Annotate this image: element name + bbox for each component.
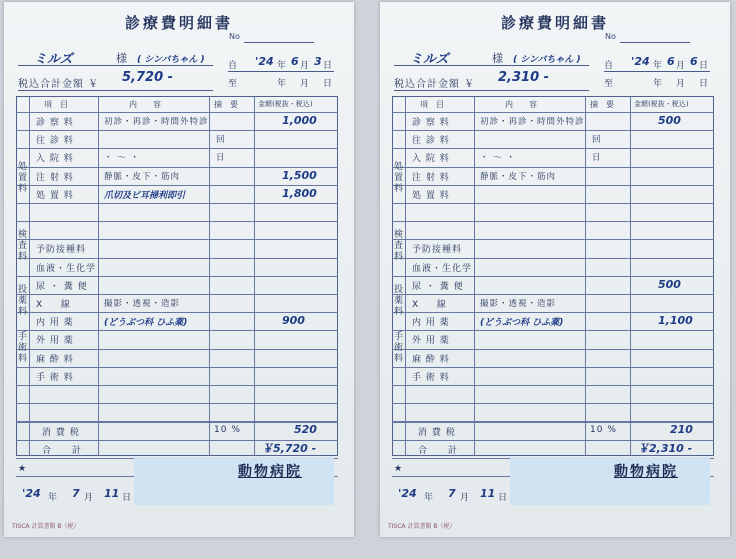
table-row-rule	[392, 349, 714, 350]
issue-year-unit-right: 年	[424, 493, 435, 503]
period-from-day-unit-right: 日	[699, 61, 710, 71]
period-from-label-left: 自	[228, 61, 239, 71]
tax-row-rule-left	[16, 422, 338, 423]
group-label-kensa-right: 検査料	[393, 230, 403, 262]
table-row-rule	[16, 312, 338, 313]
document-title-left: 診療費明細書	[124, 14, 233, 32]
period-to-year-unit-right: 年	[653, 79, 664, 89]
cell-amount: 1,800	[282, 186, 317, 200]
cell-label: 回	[592, 135, 602, 146]
cell-label: 初診・再診・時間外特診	[480, 117, 585, 127]
cell-label: 撮影・透視・造影	[480, 299, 557, 309]
period-from-day-unit-left: 日	[323, 61, 334, 71]
period-to-day-unit-right: 日	[699, 79, 710, 89]
period-to-year-unit-left: 年	[277, 79, 288, 89]
table-row-rule	[16, 130, 338, 131]
col-header-content-left: 内 容	[129, 100, 161, 109]
period-from-month-unit-right: 月	[676, 61, 687, 71]
issue-month-right: 7	[448, 487, 456, 500]
nickname-left: ( シンバちゃん )	[137, 55, 205, 65]
honorific-right: 様	[492, 52, 504, 65]
clinic-stamp-left: 動物病院	[218, 460, 322, 482]
period-from-year-unit-right: 年	[653, 61, 664, 71]
cell-amount: 900	[282, 314, 305, 328]
issue-year-left: '24	[22, 487, 41, 500]
issue-year-right: '24	[398, 487, 417, 500]
no-underline-right	[620, 42, 690, 43]
period-from-day-right: 6	[690, 55, 698, 68]
cell-label: 診 察 料	[412, 118, 450, 128]
cell-label: 処 置 料	[36, 190, 74, 201]
period-from-month-right: 6	[667, 55, 675, 68]
cell-handwritten-content: 爪切及ビ耳掃利即引	[104, 190, 186, 201]
table-row-rule	[392, 258, 714, 259]
period-divider-right	[604, 71, 710, 72]
sum-amount-left: ￥5,720 -	[262, 442, 317, 455]
period-divider-left	[228, 71, 334, 72]
cell-amount: 1,100	[658, 314, 693, 328]
issue-day-right: 11	[480, 487, 496, 500]
table-row-rule	[392, 167, 714, 168]
patient-name-right: ミルズ	[410, 52, 449, 67]
tax-rate-left: 10 %	[214, 425, 241, 435]
group-label-kensa-left: 検査料	[17, 230, 27, 262]
cell-label: 尿 ・ 糞 便	[412, 281, 464, 292]
cell-label: 内 用 薬	[36, 318, 74, 329]
cell-label: 外 用 薬	[412, 336, 450, 347]
col-header-content-right: 内 容	[505, 100, 537, 109]
tax-amount-left: 520	[294, 423, 317, 436]
table-row-rule	[16, 276, 338, 277]
no-label-right: No	[605, 32, 616, 41]
cell-label: 処 置 料	[412, 190, 450, 201]
group-label-shochi-left: 処置料	[17, 162, 27, 194]
patient-name-left: ミルズ	[34, 52, 73, 67]
tax-rate-right: 10 %	[590, 425, 617, 435]
cell-handwritten-content: (どうぶつ科 ひふ薬)	[104, 318, 188, 329]
cell-label: 静脈・皮下・筋肉	[104, 171, 181, 182]
tax-label-left: 消 費 税	[42, 428, 80, 438]
table-row-rule	[16, 239, 338, 240]
period-to-label-right: 至	[604, 79, 615, 89]
table-header-rule-left	[16, 112, 338, 113]
issue-day-unit-left: 日	[122, 493, 133, 503]
period-from-year-unit-left: 年	[277, 61, 288, 71]
col-header-note-right: 摘 要	[590, 100, 614, 109]
cell-label: 内 用 薬	[412, 318, 450, 329]
cell-label: ・ ～ ・	[480, 153, 516, 164]
col-header-item-left: 項 目	[44, 100, 68, 109]
table-row-rule	[392, 385, 714, 386]
document-title-right: 診療費明細書	[500, 14, 609, 32]
table-header-rule-right	[392, 112, 714, 113]
table-row-rule	[16, 167, 338, 168]
issue-year-unit-left: 年	[48, 493, 59, 503]
table-row-rule	[392, 239, 714, 240]
total-underline-left	[18, 90, 213, 91]
cell-label: 予防接種料	[36, 245, 87, 256]
period-to-day-unit-left: 日	[323, 79, 334, 89]
group-label-shujutsu-right: 手術料	[393, 332, 403, 364]
group-label-touyaku-right: 投薬料	[393, 285, 403, 317]
tax-row-rule-right	[392, 422, 714, 423]
issue-month-unit-right: 月	[460, 493, 471, 503]
receipt-left	[4, 2, 354, 537]
table-row-rule	[16, 330, 338, 331]
cell-label: 麻 酔 料	[412, 354, 450, 365]
table-row-rule	[16, 294, 338, 295]
nickname-right: ( シンバちゃん )	[513, 55, 581, 65]
sum-label-right: 合 計	[418, 446, 459, 456]
period-from-year-left: '24	[255, 55, 274, 68]
issue-day-left: 11	[104, 487, 120, 500]
table-row-rule	[392, 312, 714, 313]
period-from-label-right: 自	[604, 61, 615, 71]
table-row-rule	[16, 185, 338, 186]
group-label-shochi-right: 処置料	[393, 162, 403, 194]
cell-handwritten-content: (どうぶつ科 ひふ薬)	[480, 318, 564, 329]
period-to-label-left: 至	[228, 79, 239, 89]
tax-amount-right: 210	[670, 423, 693, 436]
footer-star-left: ★	[18, 464, 27, 474]
footer-star-right: ★	[394, 464, 403, 474]
cell-label: 日	[592, 153, 602, 164]
table-row-rule	[16, 385, 338, 386]
issue-month-unit-left: 月	[84, 493, 95, 503]
table-row-rule	[392, 130, 714, 131]
period-to-month-unit-right: 月	[676, 79, 687, 89]
sum-label-left: 合 計	[42, 446, 83, 456]
table-row-rule	[392, 294, 714, 295]
table-row-rule	[16, 403, 338, 404]
total-label-right: 税込合計金額 ￥	[394, 79, 476, 90]
clinic-stamp-right: 動物病院	[594, 460, 698, 482]
sum-amount-right: ￥2,310 -	[638, 442, 693, 455]
table-row-rule	[16, 221, 338, 222]
table-row-rule	[16, 203, 338, 204]
cell-amount: 1,000	[282, 114, 317, 127]
table-row-rule	[392, 367, 714, 368]
table-row-rule	[392, 203, 714, 204]
cell-label: 撮影・透視・造影	[104, 299, 181, 309]
cell-label: 手 術 料	[36, 372, 74, 383]
cell-label: 入 院 料	[412, 154, 450, 165]
issue-day-unit-right: 日	[498, 493, 509, 503]
cell-label: 血液・生化学	[36, 263, 97, 274]
receipt-right	[380, 2, 730, 537]
cell-label: 尿 ・ 糞 便	[36, 281, 88, 292]
total-underline-right	[394, 90, 589, 91]
cell-amount: 1,500	[282, 168, 317, 182]
col-header-amount-left: 金額(税抜・税込)	[258, 100, 313, 108]
period-from-day-left: 3	[314, 55, 322, 68]
total-value-right: 2,310 -	[498, 70, 550, 85]
table-row-rule	[392, 330, 714, 331]
period-from-month-unit-left: 月	[300, 61, 311, 71]
cell-label: 回	[216, 135, 226, 146]
cell-label: 静脈・皮下・筋肉	[480, 171, 557, 182]
cell-label: 注 射 料	[36, 172, 74, 183]
cell-label: 診 察 料	[36, 118, 74, 128]
total-value-left: 5,720 -	[122, 70, 174, 85]
table-row-rule	[16, 349, 338, 350]
cell-label: X 線	[412, 300, 447, 310]
period-from-year-right: '24	[631, 55, 650, 68]
cell-amount: 500	[658, 277, 681, 291]
table-row-rule	[16, 367, 338, 368]
group-label-touyaku-left: 投薬料	[17, 285, 27, 317]
no-label-left: No	[229, 32, 240, 41]
table-row-rule	[392, 403, 714, 404]
cell-label: X 線	[36, 300, 71, 310]
col-header-item-right: 項 目	[420, 100, 444, 109]
table-row-rule	[392, 185, 714, 186]
table-row-rule	[16, 148, 338, 149]
table-row-rule	[392, 221, 714, 222]
table-row-rule	[392, 148, 714, 149]
cell-label: 手 術 料	[412, 372, 450, 383]
cell-label: 注 射 料	[412, 172, 450, 183]
cell-label: 初診・再診・時間外特診	[104, 117, 209, 127]
group-label-shujutsu-left: 手術料	[17, 332, 27, 364]
tax-label-right: 消 費 税	[418, 428, 456, 438]
honorific-left: 様	[116, 52, 128, 65]
cell-amount: 500	[658, 114, 681, 127]
cell-label: ・ ～ ・	[104, 153, 140, 164]
col-header-amount-right: 金額(税抜・税込)	[634, 100, 689, 108]
cell-label: 日	[216, 153, 226, 164]
col-header-note-left: 摘 要	[214, 100, 238, 109]
cell-label: 往 診 料	[412, 136, 450, 147]
cell-label: 予防接種料	[412, 245, 463, 256]
period-to-month-unit-left: 月	[300, 79, 311, 89]
receipt-body-left	[4, 2, 354, 537]
table-row-rule	[16, 258, 338, 259]
form-footnote-left: TISCA 計算書類 B（税）	[12, 523, 80, 530]
cell-label: 外 用 薬	[36, 336, 74, 347]
cell-label: 入 院 料	[36, 154, 74, 165]
total-label-left: 税込合計金額 ￥	[18, 79, 100, 90]
cell-label: 往 診 料	[36, 136, 74, 147]
cell-label: 麻 酔 料	[36, 354, 74, 365]
period-from-month-left: 6	[291, 55, 299, 68]
form-footnote-right: TISCA 計算書類 B（税）	[388, 523, 456, 530]
issue-month-left: 7	[72, 487, 80, 500]
table-row-rule	[392, 276, 714, 277]
cell-label: 血液・生化学	[412, 263, 473, 274]
receipt-body-right	[380, 2, 730, 537]
no-underline-left	[244, 42, 314, 43]
